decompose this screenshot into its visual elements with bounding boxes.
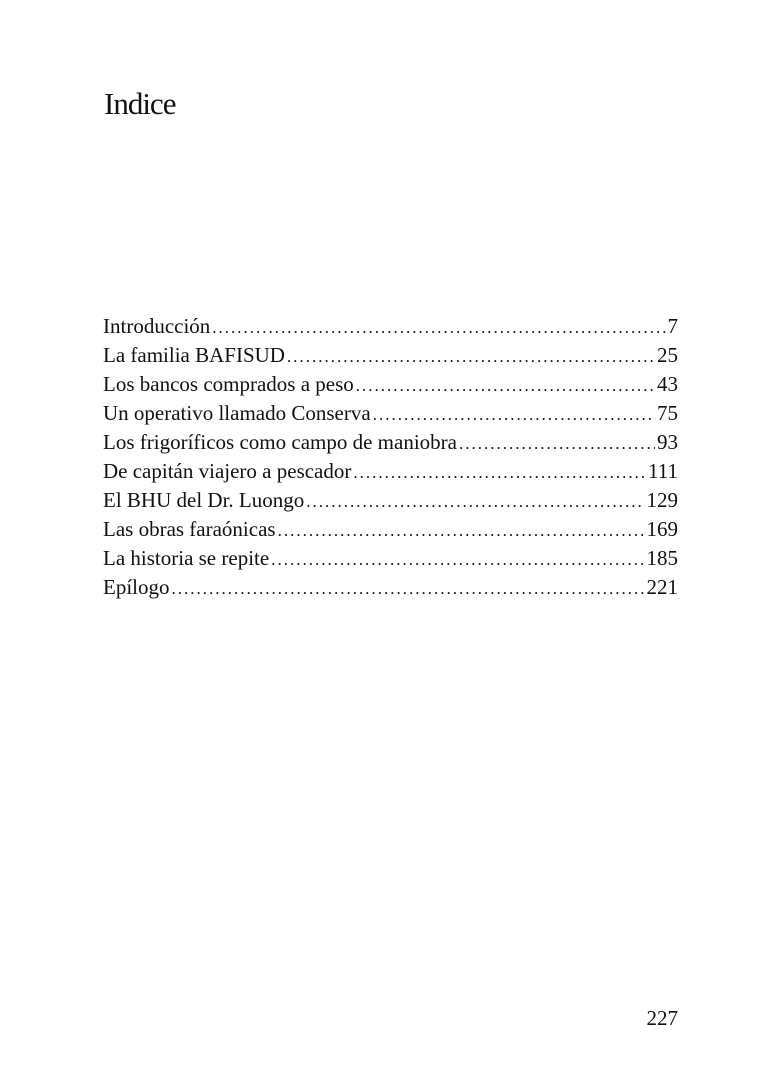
toc-entry-page: 75 — [657, 401, 678, 425]
dot-leader — [356, 371, 655, 400]
toc-entry — [103, 515, 678, 544]
dot-leader — [373, 400, 655, 429]
toc-entry-page: 25 — [657, 343, 678, 367]
toc-entry-title: Los bancos comprados a peso — [103, 372, 354, 396]
dot-leader — [271, 545, 644, 574]
toc-entry-title: Un operativo llamado Conserva — [103, 401, 371, 425]
toc-entry-page: 111 — [648, 459, 678, 483]
toc-entry-title: La historia se repite — [103, 546, 270, 570]
toc-entry — [103, 573, 678, 602]
toc-entry-title: Epílogo — [103, 575, 170, 599]
toc-entry — [103, 370, 678, 399]
dot-leader — [306, 487, 644, 516]
dot-leader — [172, 574, 645, 603]
dot-leader — [278, 516, 645, 545]
toc-entry-page: 7 — [667, 314, 678, 338]
toc-entry-title: Las obras faraónicas — [103, 517, 276, 541]
dot-leader — [212, 313, 665, 342]
toc-entry-title: De capitán viajero a pescador — [103, 459, 352, 483]
toc-entry — [103, 312, 678, 341]
toc-entry — [103, 486, 678, 515]
dot-leader — [287, 342, 655, 371]
toc-entry-title: Los frigoríficos como campo de maniobra — [103, 430, 457, 454]
toc-entry-page: 221 — [646, 575, 678, 599]
toc-entry-title: Introducción — [103, 314, 211, 338]
dot-leader — [353, 458, 646, 487]
toc-entry-page: 93 — [657, 430, 678, 454]
toc-entry-page: 169 — [646, 517, 678, 541]
toc-entry — [103, 544, 678, 573]
toc-entry — [103, 428, 678, 457]
page-title: Indice — [104, 86, 176, 121]
table-of-contents — [103, 312, 678, 602]
toc-entry — [103, 399, 678, 428]
toc-entry-title: La familia BAFISUD — [103, 343, 285, 367]
toc-entry — [103, 341, 678, 370]
toc-entry — [103, 457, 678, 486]
toc-entry-page: 185 — [646, 546, 678, 570]
page-number: 227 — [646, 1006, 678, 1030]
toc-entry-title: El BHU del Dr. Luongo — [103, 488, 305, 512]
dot-leader — [459, 429, 655, 458]
toc-entry-page: 43 — [657, 372, 678, 396]
toc-entry-page: 129 — [646, 488, 678, 512]
